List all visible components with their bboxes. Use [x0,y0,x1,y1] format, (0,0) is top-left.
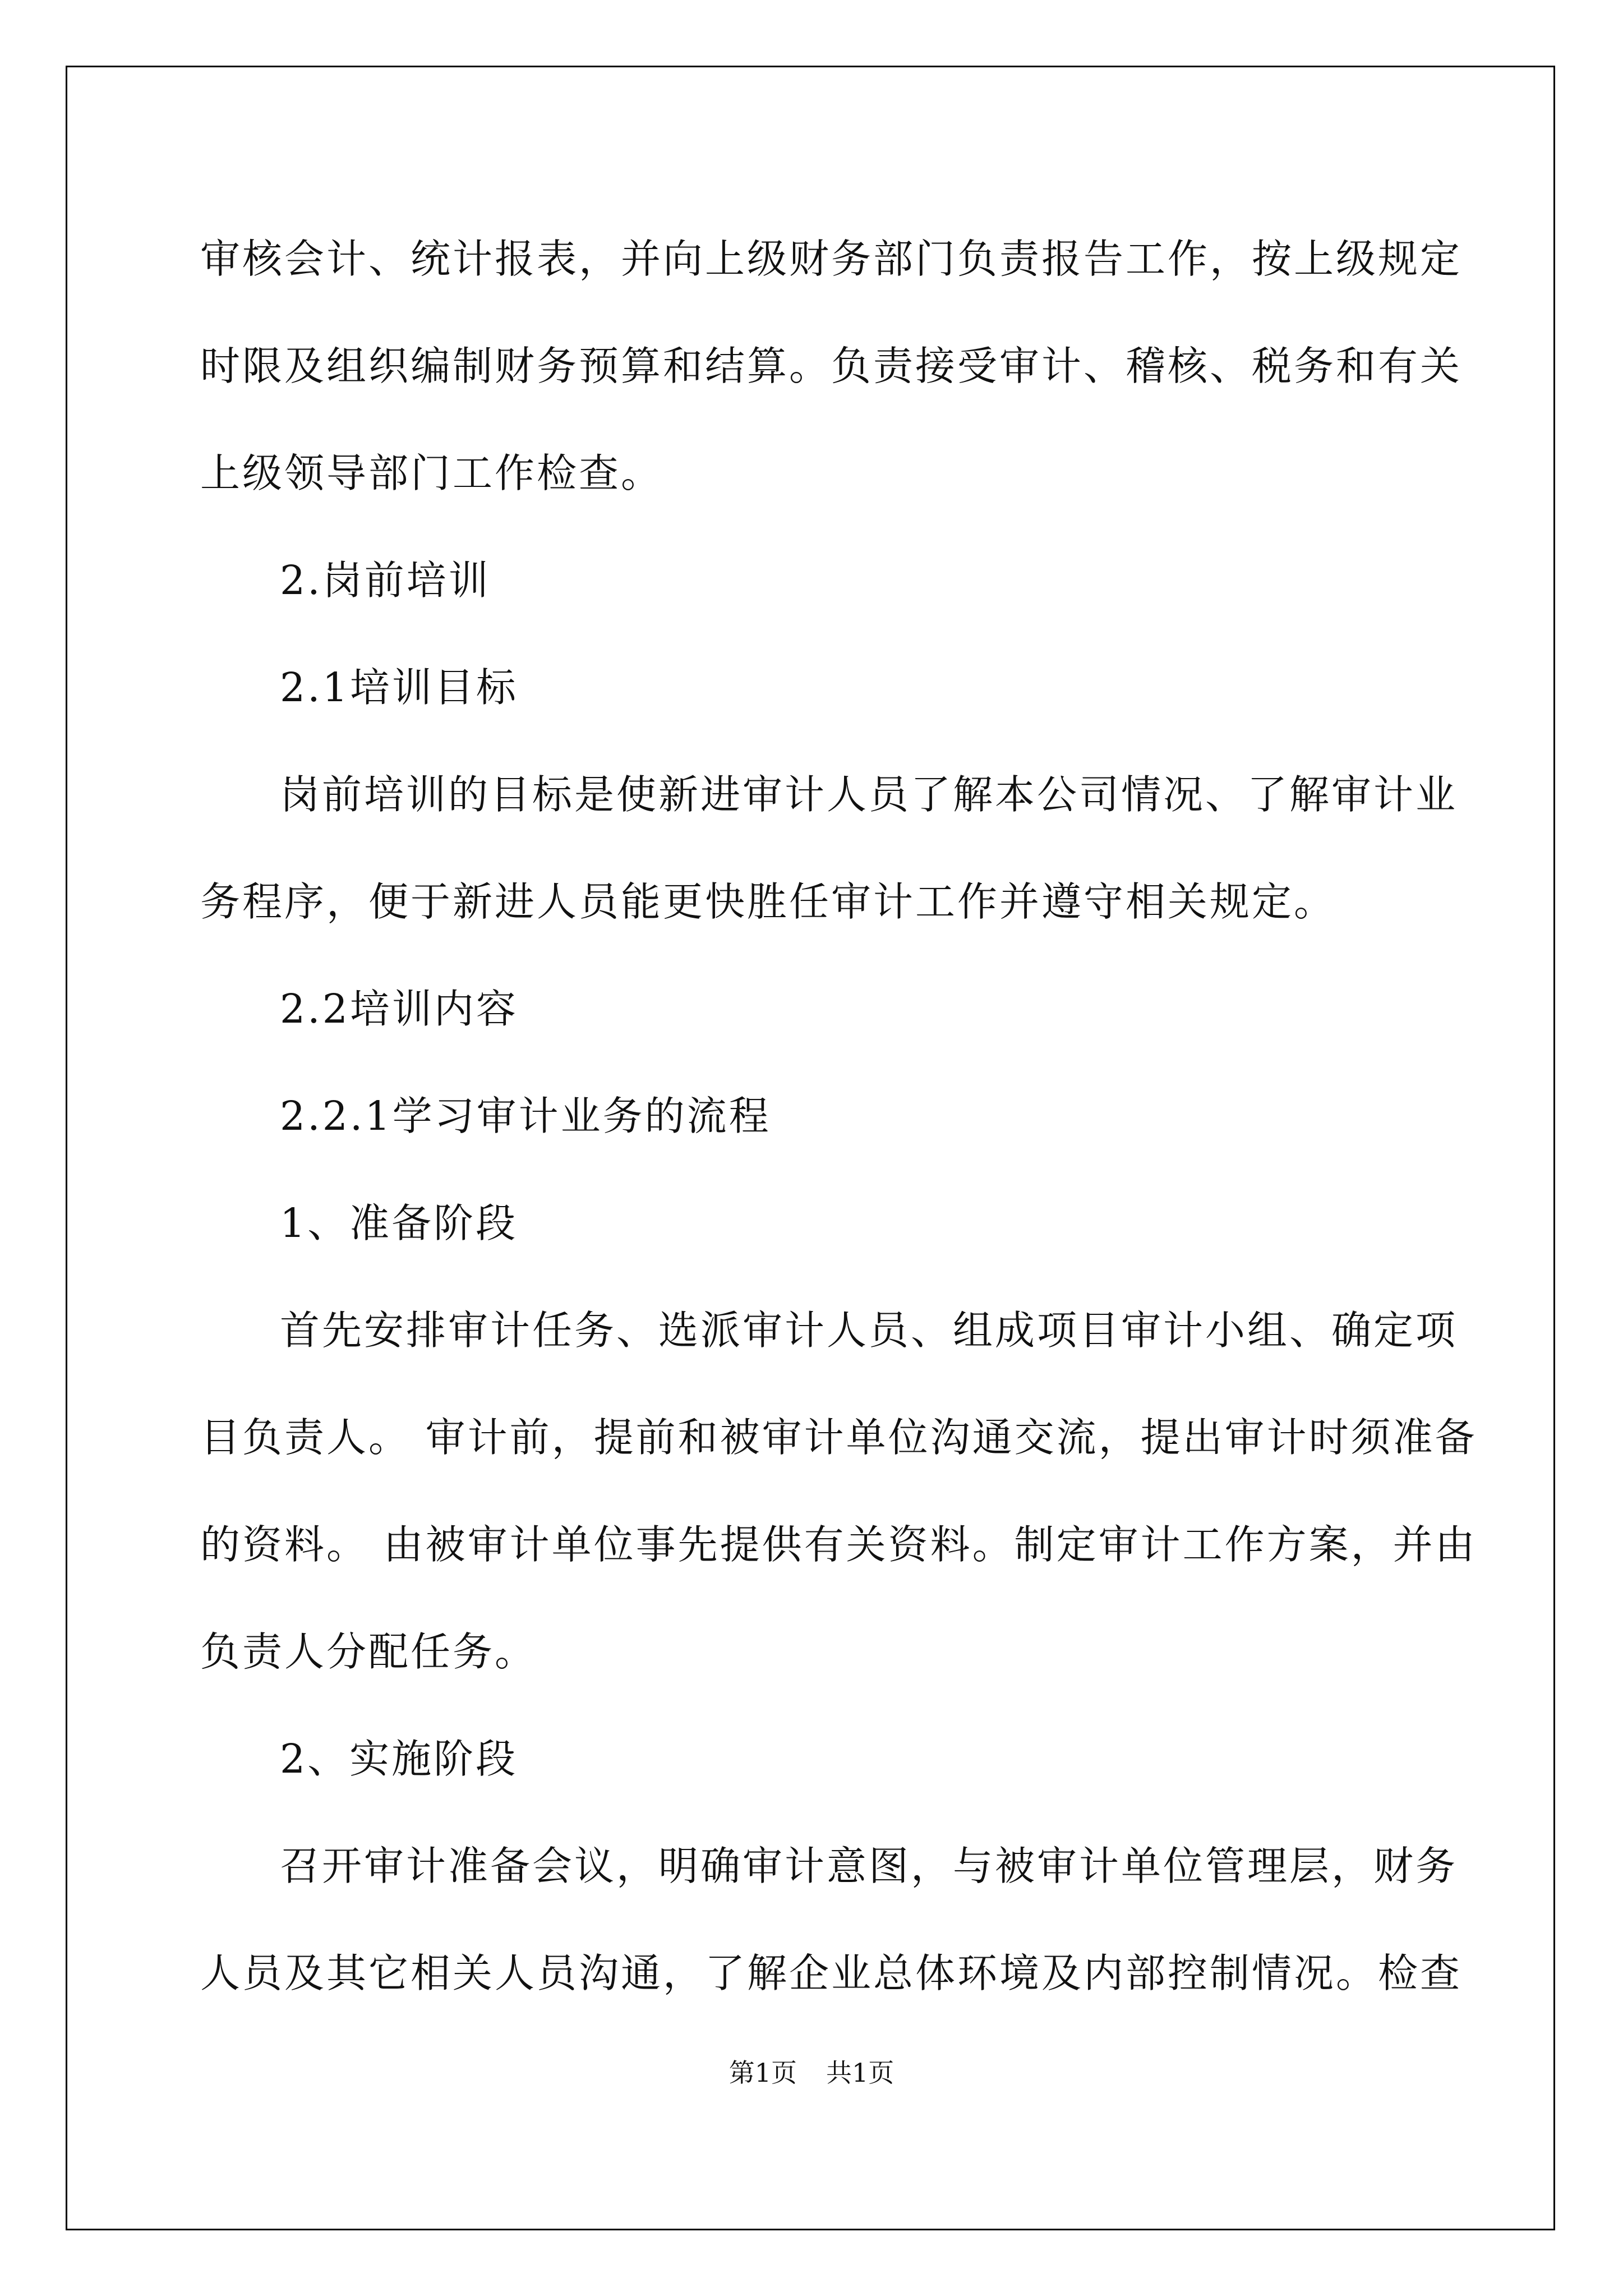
paragraph-line: 召开审计准备会议，明确审计意图，与被审计单位管理层，财务 [280,1843,1458,1889]
paragraph-line: 首先安排审计任务、选派审计人员、组成项目审计小组、确定项 [280,1307,1458,1354]
paragraph-line: 审核会计、统计报表，并向上级财务部门负责报告工作，按上级规定 [200,236,1463,282]
page-total: 共1页 [826,2058,895,2088]
paragraph-line: 时限及组织编制财务预算和结算。负责接受审计、稽核、税务和有关 [200,343,1463,389]
page-footer [0,2056,1623,2090]
paragraph-line: 上级领导部门工作检查。 [200,450,663,496]
subsection-heading: 2.2.1学习审计业务的流程 [280,1093,771,1139]
document-body [200,205,1477,2027]
paragraph-line: 务程序，便于新进人员能更快胜任审计工作并遵守相关规定。 [200,878,1336,925]
page-number: 第1页 [728,2058,797,2088]
paragraph-line: 的资料。 由被审计单位事先提供有关资料。制定审计工作方案，并由 [200,1521,1477,1568]
paragraph-line: 人员及其它相关人员沟通，了解企业总体环境及内部控制情况。检查 [200,1950,1463,1996]
paragraph-line: 负责人分配任务。 [200,1628,537,1675]
step-heading: 2、实施阶段 [280,1736,518,1782]
subsection-heading: 2.1培训目标 [280,664,518,711]
paragraph-line: 目负责人。 审计前，提前和被审计单位沟通交流，提出审计时须准备 [200,1414,1477,1461]
step-heading: 1、准备阶段 [280,1200,518,1246]
paragraph-line: 岗前培训的目标是使新进审计人员了解本公司情况、了解审计业 [280,771,1458,818]
subsection-heading: 2.2培训内容 [280,986,518,1032]
section-heading: 2.岗前培训 [280,557,491,604]
